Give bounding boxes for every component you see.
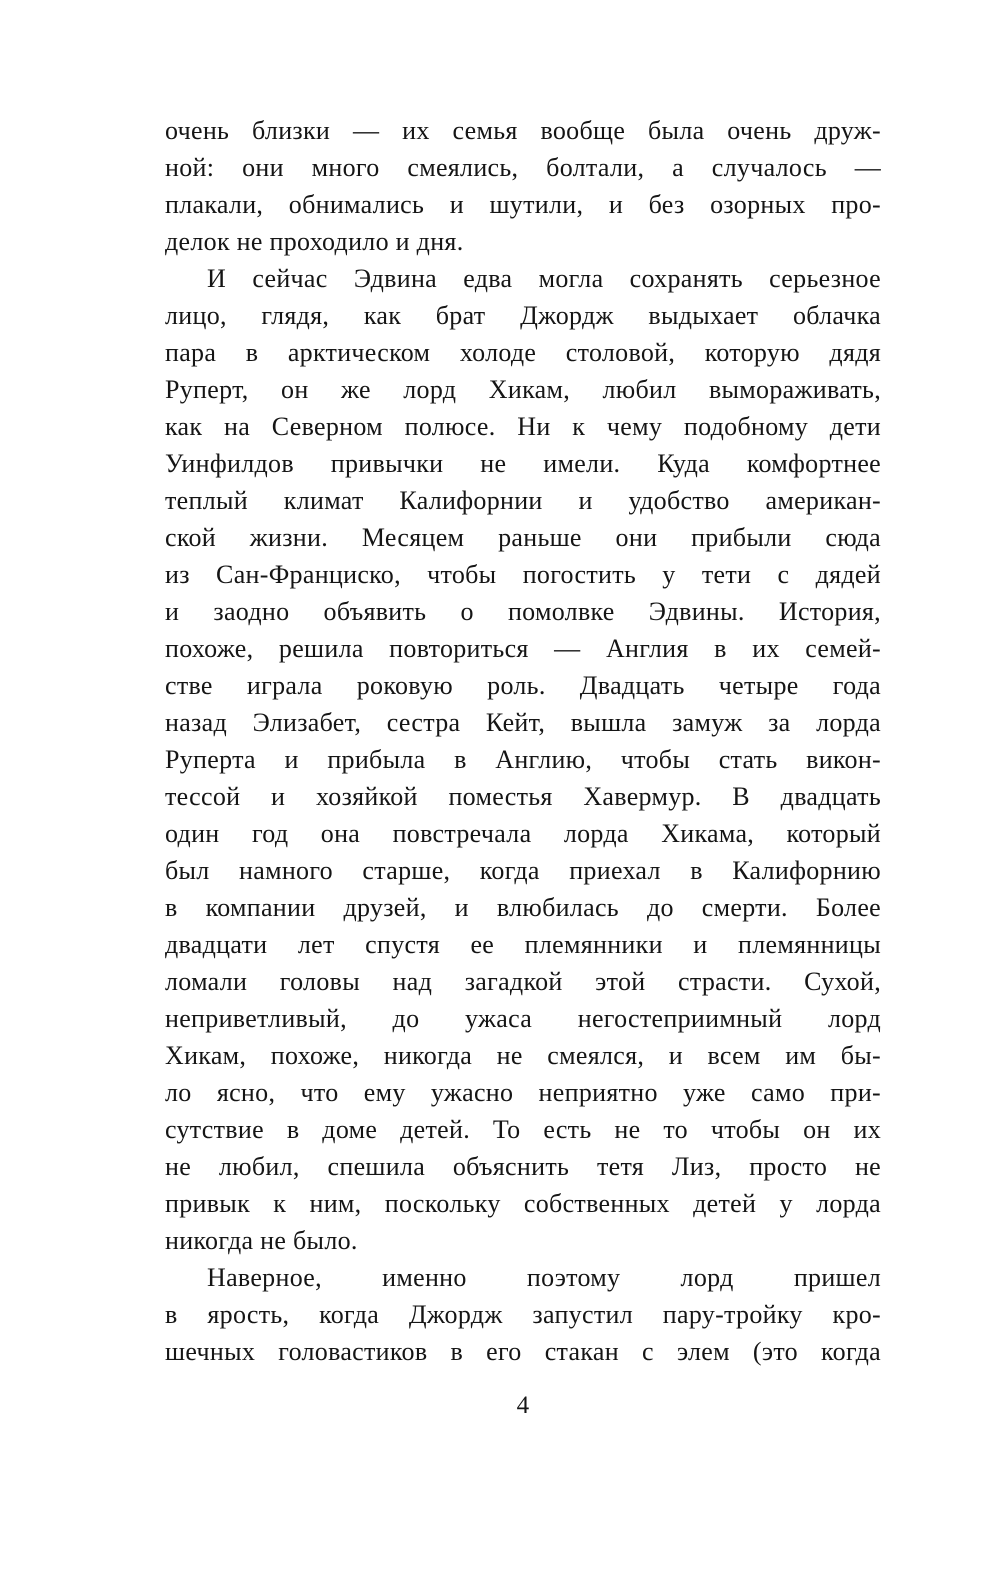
- text-line: Руперт, он же лорд Хикам, любил вымораживать,: [165, 375, 881, 404]
- text-line: И сейчас Эдвина едва могла сохранять серьезное: [207, 264, 881, 293]
- text-line: назад Элизабет, сестра Кейт, вышла замуж за лорда: [165, 708, 881, 737]
- text-line: не любил, спешила объяснить тетя Лиз, просто не: [165, 1152, 881, 1181]
- text-line: Руперта и прибыла в Англию, чтобы стать викон-: [165, 745, 881, 774]
- text-line: двадцати лет спустя ее племянники и племянницы: [165, 930, 881, 959]
- text-line: Хикам, похоже, никогда не смеялся, и всем им бы-: [165, 1041, 881, 1070]
- text-line: стве играла роковую роль. Двадцать четыре года: [165, 671, 881, 700]
- page-number: 4: [516, 1392, 530, 1419]
- text-line: неприветливый, до ужаса негостеприимный лорд: [165, 1004, 881, 1033]
- text-line: ской жизни. Месяцем раньше они прибыли сюда: [165, 523, 881, 552]
- text-line: один год она повстречала лорда Хикама, который: [165, 819, 881, 848]
- paragraph: [165, 260, 881, 1259]
- text-line: из Сан-Франциско, чтобы погостить у тети с дядей: [165, 560, 881, 589]
- text-line: Наверное, именно поэтому лорд пришел: [207, 1263, 881, 1292]
- paragraph: [165, 1259, 881, 1370]
- text-line: никогда не было.: [165, 1226, 358, 1255]
- text-line: сутствие в доме детей. То есть не то чтобы он их: [165, 1115, 881, 1144]
- text-line: похоже, решила повториться — Англия в их семей-: [165, 634, 881, 663]
- text-line: и заодно объявить о помолвке Эдвины. История,: [165, 597, 881, 626]
- text-line: делок не проходило и дня.: [165, 227, 464, 256]
- text-line: тессой и хозяйкой поместья Хавермур. В двадцать: [165, 782, 881, 811]
- text-line: плакали, обнимались и шутили, и без озорных про-: [165, 190, 881, 219]
- text-line: Уинфилдов привычки не имели. Куда комфортнее: [165, 449, 881, 478]
- text-line: в ярость, когда Джордж запустил пару-тройку кро-: [165, 1300, 881, 1329]
- text-line: в компании друзей, и влюбилась до смерти. Более: [165, 893, 881, 922]
- text-block: [165, 112, 881, 1370]
- text-line: шечных головастиков в его стакан с элем (это когда: [165, 1337, 881, 1366]
- text-line: привык к ним, поскольку собственных детей у лорда: [165, 1189, 881, 1218]
- text-line: ломали головы над загадкой этой страсти. Сухой,: [165, 967, 881, 996]
- text-line: пара в арктическом холоде столовой, которую дядя: [165, 338, 881, 367]
- text-line: ло ясно, что ему ужасно неприятно уже само при-: [165, 1078, 881, 1107]
- paragraph: [165, 112, 881, 260]
- text-line: был намного старше, когда приехал в Калифорнию: [165, 856, 881, 885]
- text-line: очень близки — их семья вообще была очень друж-: [165, 116, 881, 145]
- text-line: ной: они много смеялись, болтали, а случалось —: [165, 153, 881, 182]
- text-line: теплый климат Калифорнии и удобство американ-: [165, 486, 881, 515]
- text-line: лицо, глядя, как брат Джордж выдыхает облачка: [165, 301, 881, 330]
- text-line: как на Северном полюсе. Ни к чему подобному дети: [165, 412, 881, 441]
